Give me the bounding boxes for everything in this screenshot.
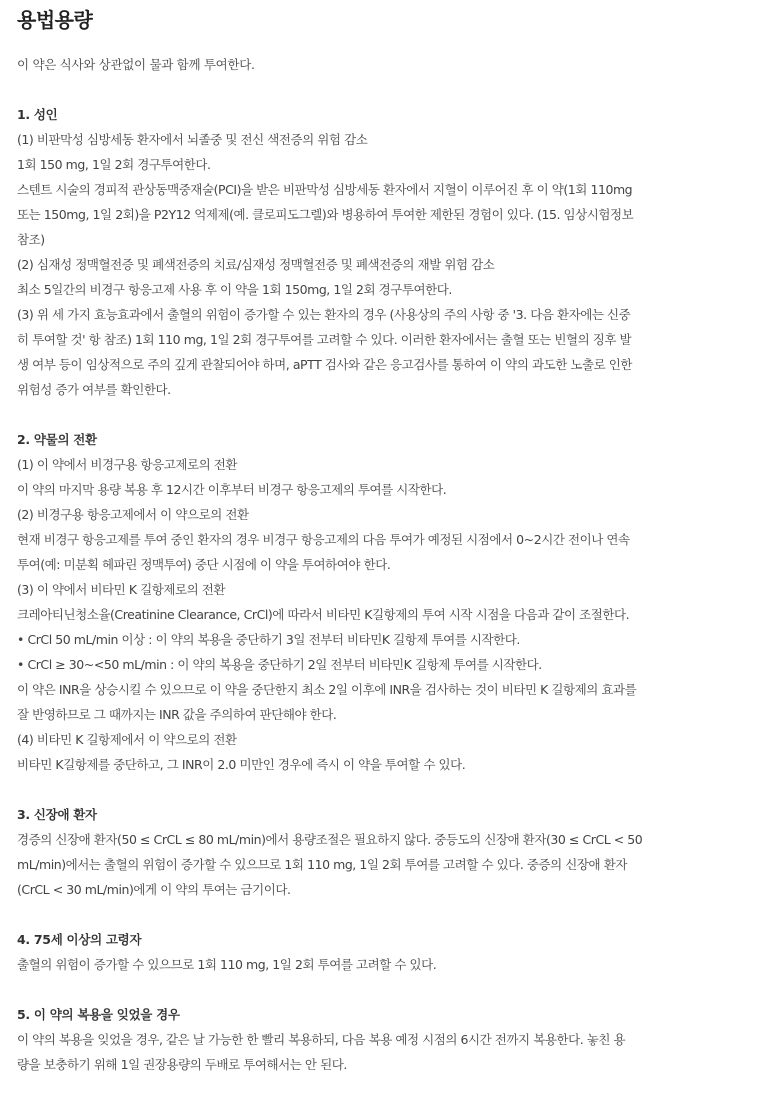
text-line: 히 투여할 것' 항 참조) 1회 110 mg, 1일 2회 경구투여를 고려할 수 있다. 이러한 환자에서는 출혈 또는 빈혈의 징후 발	[17, 332, 632, 347]
text-line: 현재 비경구 항응고제를 투여 중인 환자의 경우 비경구 항응고제의 다음 투여가 예정된 시점에서 0~2시간 전이나 연속	[17, 532, 630, 547]
text-line: mL/min)에서는 출혈의 위험이 증가할 수 있으므로 1회 110 mg, 1일 2회 투여를 고려할 수 있다. 중증의 신장애 환자	[17, 857, 627, 872]
text-line: 또는 150mg, 1일 2회)을 P2Y12 억제제(예. 클로피도그렐)와 병용하여 투여한 제한된 경험이 있다. (15. 임상시험정보	[17, 207, 634, 222]
text-line: 량을 보충하기 위해 1일 권장용량의 두배로 투여해서는 안 된다.	[17, 1057, 347, 1072]
text-line: 이 약은 INR을 상승시킬 수 있으므로 이 약을 중단한지 최소 2일 이후에 INR을 검사하는 것이 비타민 K 길항제의 효과를	[17, 682, 637, 697]
text-line: 경증의 신장애 환자(50 ≤ CrCL ≤ 80 mL/min)에서 용량조절은 필요하지 않다. 중등도의 신장애 환자(30 ≤ CrCL < 50	[17, 832, 643, 847]
intro-text: 이 약은 식사와 상관없이 물과 함께 투여한다.	[17, 57, 255, 72]
text-line: 잘 반영하므로 그 때까지는 INR 값을 주의하여 판단해야 한다.	[17, 707, 337, 722]
section-heading: 5. 이 약의 복용을 잊었을 경우	[17, 1007, 180, 1022]
bullet-item: • CrCl ≥ 30~<50 mL/min : 이 약의 복용을 중단하기 2일 전부터 비타민K 길항제 투여를 시작한다.	[17, 657, 542, 672]
text-line: 이 약의 복용을 잊었을 경우, 같은 날 가능한 한 빨리 복용하되, 다음 복용 예정 시점의 6시간 전까지 복용한다. 놓친 용	[17, 1032, 626, 1047]
section-heading: 1. 성인	[17, 107, 58, 122]
text-line: (3) 위 세 가지 효능효과에서 출혈의 위험이 증가할 수 있는 환자의 경우 (사용상의 주의 사항 중 '3. 다음 환자에는 신중	[17, 307, 631, 322]
text-line: 참조)	[17, 232, 45, 247]
text-line: (1) 이 약에서 비경구용 항응고제로의 전환	[17, 457, 237, 472]
text-line: (2) 비경구용 항응고제에서 이 약으로의 전환	[17, 507, 249, 522]
text-line: (4) 비타민 K 길항제에서 이 약으로의 전환	[17, 732, 237, 747]
section-heading: 2. 약물의 전환	[17, 432, 97, 447]
text-line: 이 약의 마지막 용량 복용 후 12시간 이후부터 비경구 항응고제의 투여를 시작한다.	[17, 482, 447, 497]
text-line: 출혈의 위험이 증가할 수 있으므로 1회 110 mg, 1일 2회 투여를 고려할 수 있다.	[17, 957, 437, 972]
text-line: 스텐트 시술의 경피적 관상동맥중재술(PCI)을 받은 비판막성 심방세동 환자에서 지혈이 이루어진 후 이 약(1회 110mg	[17, 182, 633, 197]
text-line: 위험성 증가 여부를 확인한다.	[17, 382, 171, 397]
section-heading: 4. 75세 이상의 고령자	[17, 932, 142, 947]
text-line: 1회 150 mg, 1일 2회 경구투여한다.	[17, 157, 211, 172]
section-missed-dose	[17, 1002, 753, 1077]
text-line: 크레아티닌청소율(Creatinine Clearance, CrCl)에 따라서 비타민 K길항제의 투여 시작 시점을 다음과 같이 조절한다.	[17, 607, 630, 622]
text-line: 투여(예: 미분획 헤파린 정맥투여) 중단 시점에 이 약을 투여하여야 한다.	[17, 557, 391, 572]
text-line: 비타민 K길항제를 중단하고, 그 INR이 2.0 미만인 경우에 즉시 이 약을 투여할 수 있다.	[17, 757, 466, 772]
section-elderly	[17, 927, 753, 977]
text-line: (1) 비판막성 심방세동 환자에서 뇌졸중 및 전신 색전증의 위험 감소	[17, 132, 368, 147]
section-adult	[17, 102, 753, 402]
text-line: (2) 심재성 정맥혈전증 및 폐색전증의 치료/심재성 정맥혈전증 및 폐색전증의 재발 위험 감소	[17, 257, 495, 272]
page-title: 용법용량	[17, 8, 93, 32]
text-line: (3) 이 약에서 비타민 K 길항제로의 전환	[17, 582, 225, 597]
text-line: (CrCL < 30 mL/min)에게 이 약의 투여는 금기이다.	[17, 882, 291, 897]
section-drug-switch	[17, 427, 753, 777]
section-heading: 3. 신장애 환자	[17, 807, 97, 822]
section-renal-impairment	[17, 802, 753, 902]
text-line: 최소 5일간의 비경구 항응고제 사용 후 이 약을 1회 150mg, 1일 2회 경구투여한다.	[17, 282, 452, 297]
bullet-item: • CrCl 50 mL/min 이상 : 이 약의 복용을 중단하기 3일 전부터 비타민K 길항제 투여를 시작한다.	[17, 632, 520, 647]
text-line: 생 여부 등이 임상적으로 주의 깊게 관찰되어야 하며, aPTT 검사와 같은 응고검사를 통하여 이 약의 과도한 노출로 인한	[17, 357, 632, 372]
